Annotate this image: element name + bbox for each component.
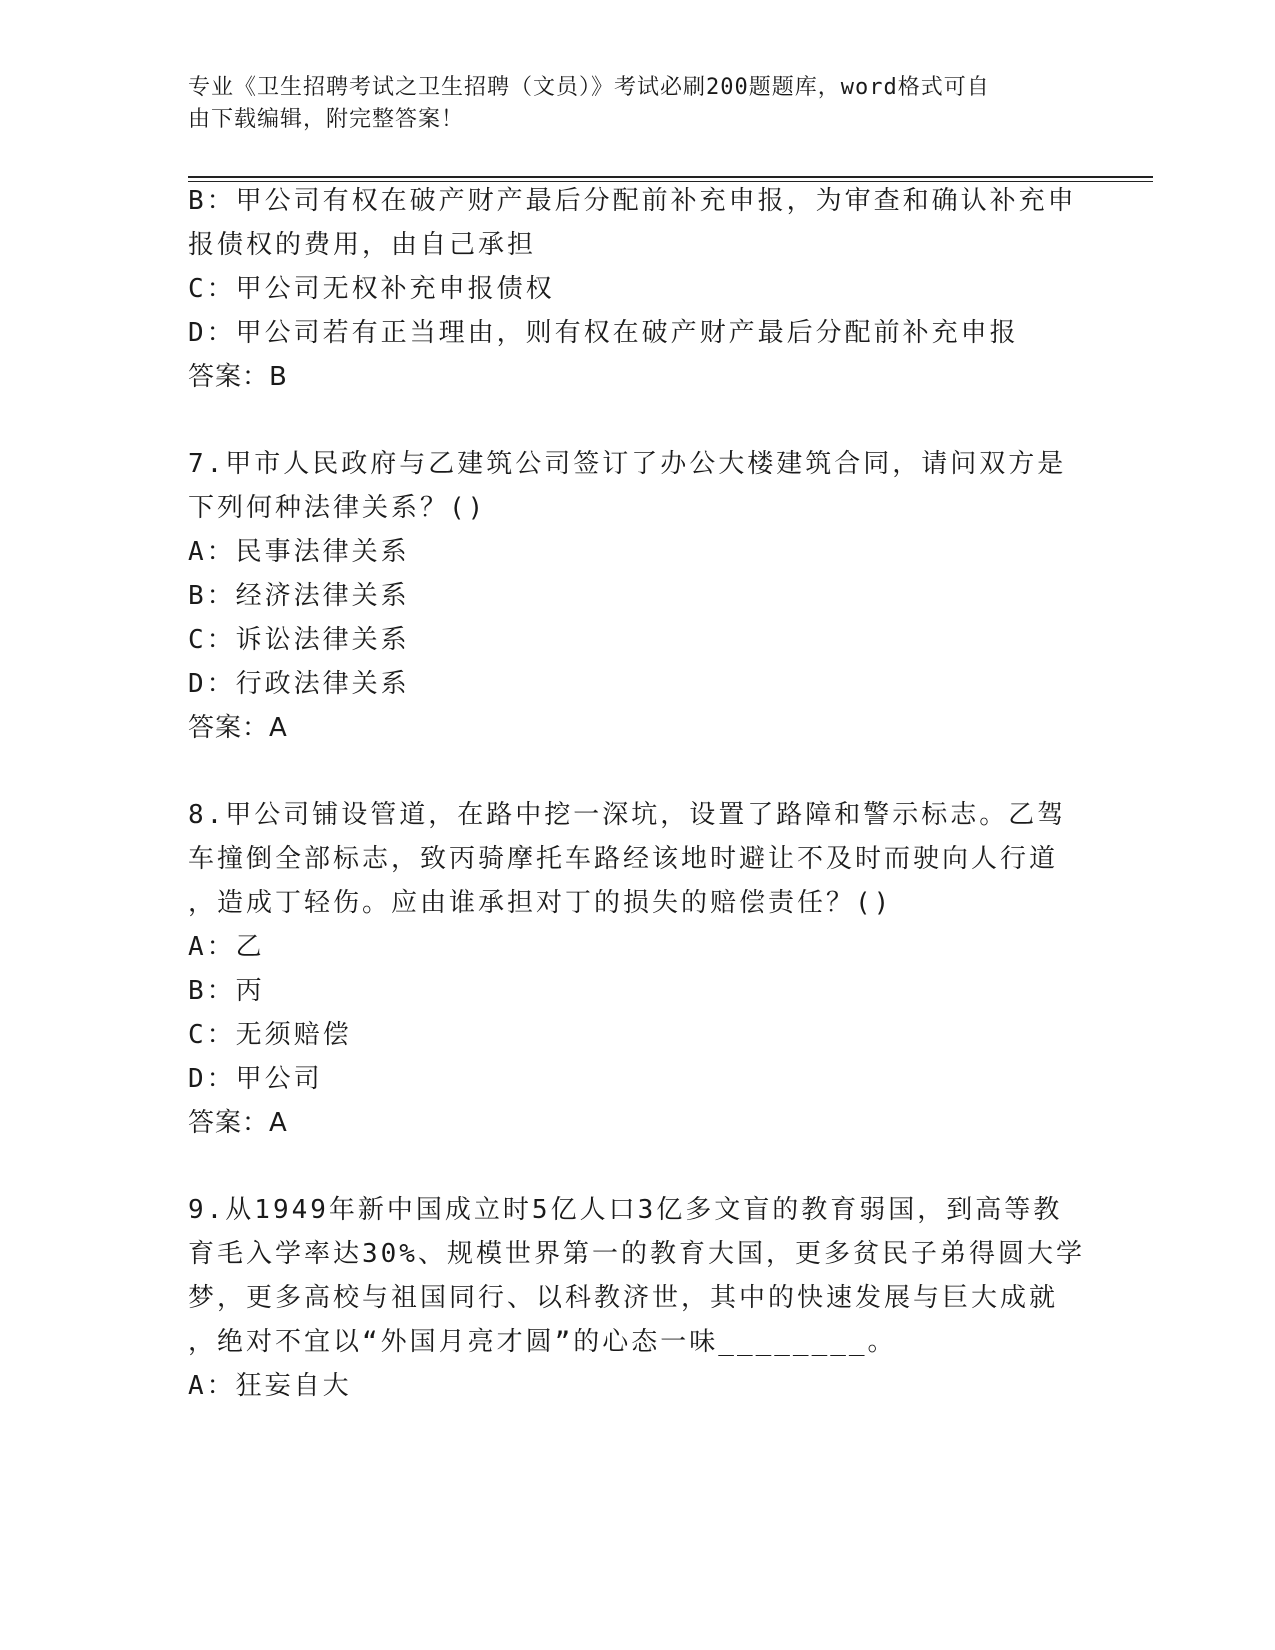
q7-stem-line1: 7.甲市人民政府与乙建筑公司签订了办公大楼建筑合同，请问双方是 (188, 449, 1067, 479)
q8-option-b: B：丙 (188, 976, 265, 1006)
document-header (188, 72, 1068, 136)
header-line-2: 由下载编辑，附完整答案！ (188, 107, 465, 132)
q9-option-a: A：狂妄自大 (188, 1371, 352, 1401)
q7-option-b: B：经济法律关系 (188, 581, 410, 611)
q8-option-a: A：乙 (188, 932, 265, 962)
q6-option-c: C：甲公司无权补充申报债权 (188, 274, 555, 304)
q8-stem-line2: 车撞倒全部标志，致丙骑摩托车路经该地时避让不及时而驶向人行道 (188, 844, 1059, 874)
q8-option-c: C：无须赔偿 (188, 1020, 352, 1050)
q9-stem-line3: 梦，更多高校与祖国同行、以科教济世，其中的快速发展与巨大成就 (188, 1283, 1059, 1313)
q9-stem-line1: 9.从1949年新中国成立时5亿人口3亿多文盲的教育弱国，到高等教 (188, 1195, 1063, 1225)
q8-answer: 答案：A (188, 1108, 288, 1138)
q8-stem-line3: ，造成丁轻伤。应由谁承担对丁的损失的赔偿责任？() (188, 888, 893, 918)
q7-option-d: D：行政法律关系 (188, 669, 410, 699)
q9-stem-line4: ，绝对不宜以“外国月亮才圆”的心态一味________。 (188, 1327, 897, 1357)
q8-stem-line1: 8.甲公司铺设管道，在路中挖一深坑，设置了路障和警示标志。乙驾 (188, 800, 1067, 830)
q7-option-c: C：诉讼法律关系 (188, 625, 410, 655)
q6-option-b-line2: 报债权的费用，由自己承担 (188, 230, 537, 260)
q6-answer: 答案：B (188, 362, 288, 392)
q6-option-d: D：甲公司若有正当理由，则有权在破产财产最后分配前补充申报 (188, 318, 1019, 348)
q6-option-b-line1: B：甲公司有权在破产财产最后分配前补充申报，为审查和确认补充申 (188, 186, 1077, 216)
header-line-1: 专业《卫生招聘考试之卫生招聘（文员）》考试必刷200题题库，word格式可自 (188, 75, 990, 100)
q7-option-a: A：民事法律关系 (188, 537, 410, 567)
q8-option-d: D：甲公司 (188, 1064, 323, 1094)
q9-stem-line2: 育毛入学率达30%、规模世界第一的教育大国，更多贫民子弟得圆大学 (188, 1239, 1085, 1269)
q7-stem-line2: 下列何种法律关系？() (188, 493, 487, 523)
q7-answer: 答案：A (188, 713, 288, 743)
